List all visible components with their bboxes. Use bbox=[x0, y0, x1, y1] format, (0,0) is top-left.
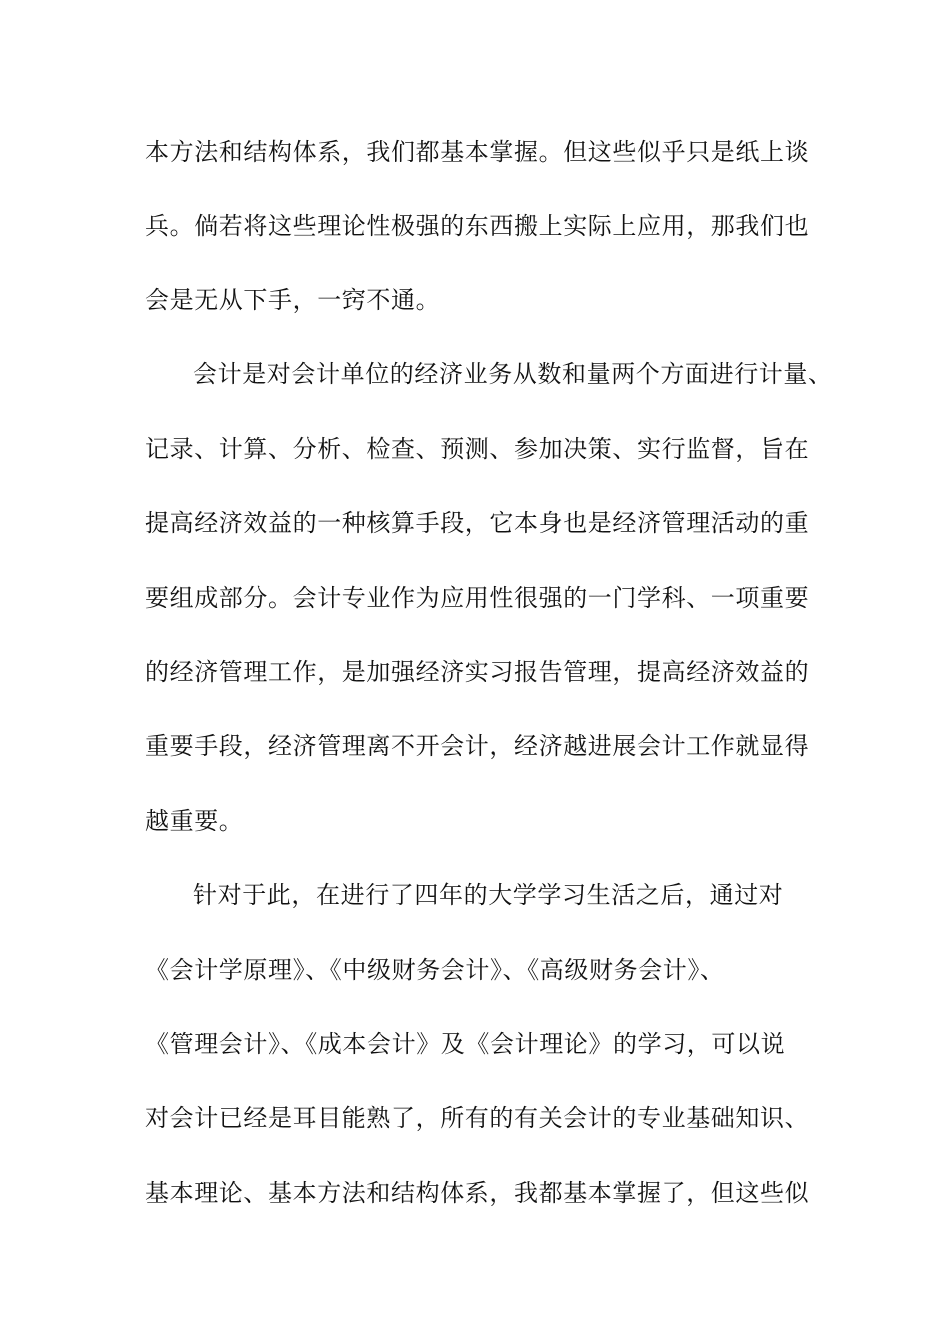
text-line: 的经济管理工作，是加强经济实习报告管理，提高经济效益的 bbox=[145, 658, 810, 686]
paragraph-first-line: 会计是对会计单位的经济业务从数和量两个方面进行计量、 bbox=[193, 360, 833, 388]
text-line: 重要手段，经济管理离不开会计，经济越进展会计工作就显得 bbox=[145, 732, 810, 760]
text-line: 提高经济效益的一种核算手段，它本身也是经济管理活动的重 bbox=[145, 509, 810, 537]
text-line: 本方法和结构体系，我们都基本掌握。但这些似乎只是纸上谈 bbox=[145, 138, 810, 166]
text-line: 越重要。 bbox=[145, 807, 244, 835]
text-line: 对会计已经是耳目能熟了，所有的有关会计的专业基础知识、 bbox=[145, 1104, 810, 1132]
text-line: 会是无从下手，一窍不通。 bbox=[145, 286, 441, 314]
text-line: 基本理论、基本方法和结构体系，我都基本掌握了，但这些似 bbox=[145, 1179, 810, 1207]
text-line: 《会计学原理》、《中级财务会计》、《高级财务会计》、 bbox=[145, 956, 725, 984]
text-line: 要组成部分。会计专业作为应用性很强的一门学科、一项重要 bbox=[145, 584, 810, 612]
text-line: 《管理会计》、《成本会计》及《会计理论》的学习，可以说 bbox=[145, 1030, 786, 1058]
paragraph-first-line: 针对于此，在进行了四年的大学学习生活之后，通过对 bbox=[193, 881, 784, 909]
text-line: 记录、计算、分析、检查、预测、参加决策、实行监督，旨在 bbox=[145, 435, 810, 463]
text-line: 兵。倘若将这些理论性极强的东西搬上实际上应用，那我们也 bbox=[145, 212, 810, 240]
